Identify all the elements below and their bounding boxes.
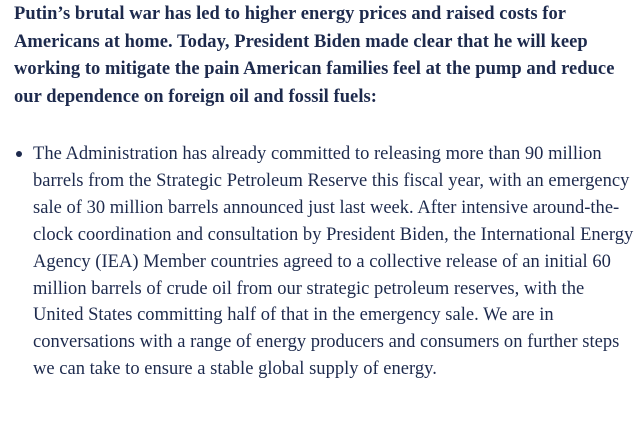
lead-paragraph: Putin’s brutal war has led to higher energy prices and raised costs for Americans at home. Today, President Biden made clear that he will keep working to mitigate the pain American families feel at the pump and reduce our dependence on foreign oil and fossil fuels: [14, 4, 615, 107]
bullet-list [14, 141, 634, 383]
bullet-text: The Administration has already committed to releasing more than 90 million barrels from the Strategic Petroleum Reserve this fiscal year, with an emergency sale of 30 million barrels announced just last week. After intensive around-the-clock coordination and consultation by President Biden, the International Energy Agency (IEA) Member countries agreed to a collective release of an initial 60 million barrels of crude oil from our strategic petroleum reserves, with the United States committing half of that in the emergency sale. We are in conversations with a range of energy producers and consumers on further steps we can take to ensure a stable global supply of energy. [33, 144, 634, 380]
bullet-marker [16, 151, 22, 157]
list-item [14, 141, 634, 383]
